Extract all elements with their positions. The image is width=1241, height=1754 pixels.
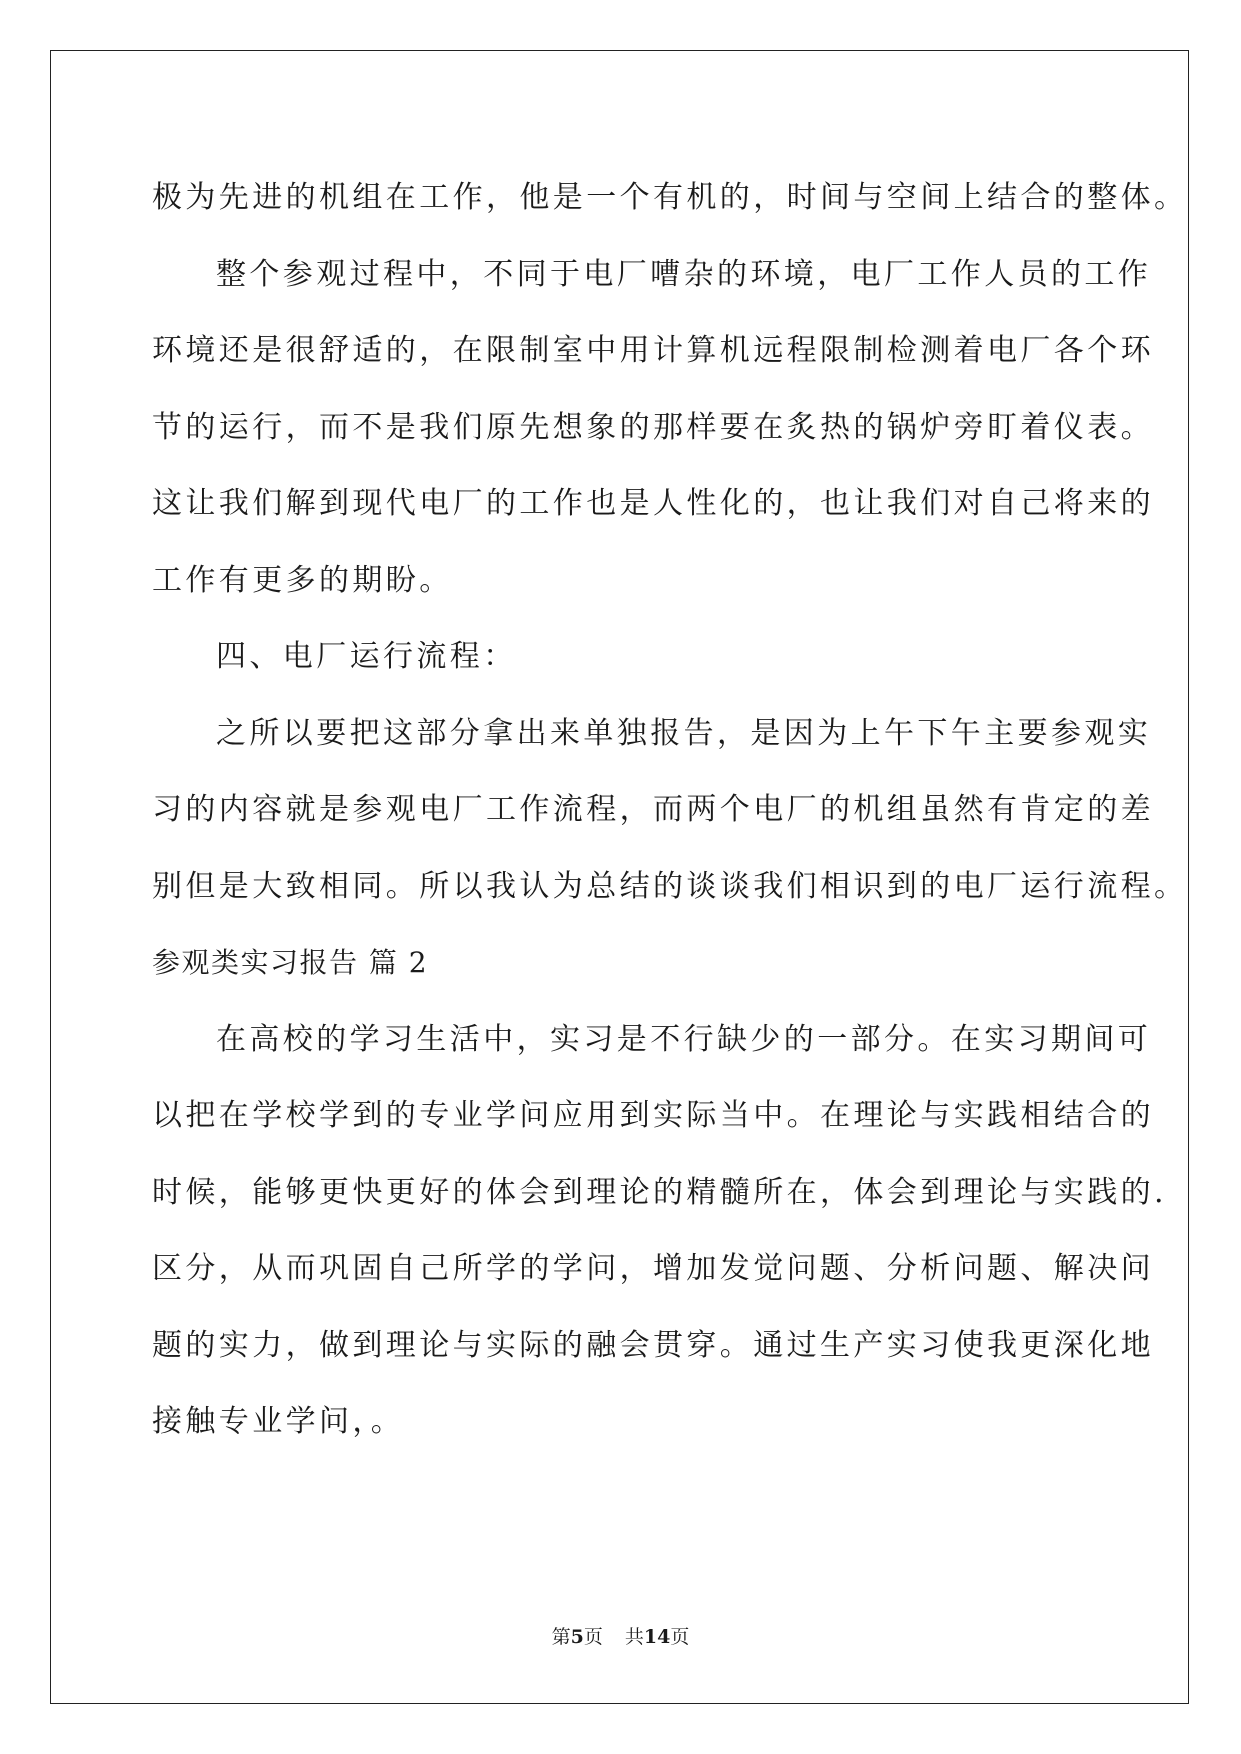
footer-page-suffix: 页: [583, 1626, 603, 1648]
footer-total-suffix: 页: [670, 1626, 690, 1648]
section-heading: 参观类实习报告 篇 2: [152, 946, 429, 979]
text-line: 题的实力，做到理论与实际的融会贯穿。通过生产实习使我更深化地: [152, 1327, 1154, 1363]
total-page-count: 14: [643, 1626, 671, 1648]
text-line: 四、电厂运行流程：: [216, 639, 517, 674]
footer-prefix: 第: [551, 1626, 571, 1648]
text-line: 整个参观过程中，不同于电厂嘈杂的环境，电厂工作人员的工作: [216, 256, 1152, 292]
text-line: 在高校的学习生活中，实习是不行缺少的一部分。在实习期间可: [216, 1021, 1152, 1057]
text-line: 以把在学校学到的专业学问应用到实际当中。在理论与实践相结合的: [152, 1098, 1154, 1133]
text-line: 之所以要把这部分拿出来单独报告，是因为上午下午主要参观实: [216, 715, 1152, 751]
footer-total-prefix: 共: [624, 1626, 644, 1648]
text-line: 极为先进的机组在工作，他是一个有机的，时间与空间上结合的整体。: [152, 180, 1188, 215]
text-line: 区分，从而巩固自己所学的学问，增加发觉问题、分析问题、解决问: [152, 1251, 1154, 1286]
text-line: 工作有更多的期盼。: [152, 562, 453, 598]
page-footer: [0, 1622, 1241, 1649]
text-line: 时候，能够更快更好的体会到理论的精髓所在，体会到理论与实践的.: [152, 1174, 1167, 1210]
text-line: 环境还是很舒适的，在限制室中用计算机远程限制检测着电厂各个环: [152, 333, 1154, 368]
current-page-number: 5: [570, 1626, 584, 1648]
document-body: [152, 160, 1188, 1461]
text-line: 接触专业学问，。: [152, 1404, 405, 1439]
text-line: 这让我们解到现代电厂的工作也是人性化的，也让我们对自己将来的: [152, 486, 1154, 521]
text-line: 别但是大致相同。所以我认为总结的谈谈我们相识到的电厂运行流程。: [152, 868, 1188, 904]
text-line: 习的内容就是参观电厂工作流程，而两个电厂的机组虽然有肯定的差: [152, 792, 1154, 827]
text-line: 节的运行，而不是我们原先想象的那样要在炙热的锅炉旁盯着仪表。: [152, 409, 1154, 445]
